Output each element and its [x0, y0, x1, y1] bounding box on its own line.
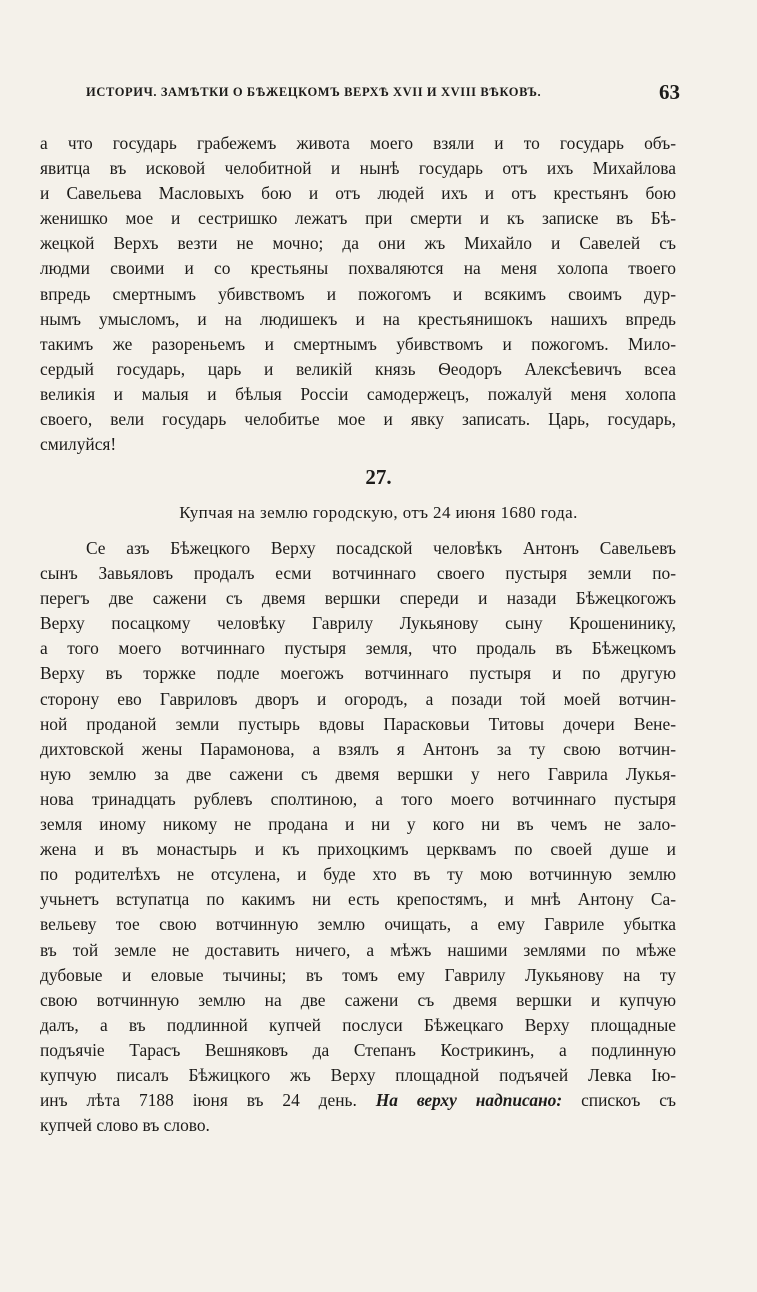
text-line: нова тринадцать рублевъ сполтиною, а того моего вотчиннаго пустыря [40, 788, 676, 809]
text-line: впредь смертнымъ убивствомъ и пожогомъ и всякимъ своимъ дур- [40, 283, 676, 304]
text-line: женишко мое и сестришко лежатъ при смерти и къ записке въ Бѣ- [40, 208, 676, 229]
line-text: инъ лѣта 7188 іюня въ 24 день. [40, 1090, 357, 1111]
text-line: Се азъ Бѣжецкого Верху посадской человѣкъ Антонъ Савельевъ [86, 538, 676, 558]
text-line: а того моего вотчиннаго пустыря земля, что продаль въ Бѣжецкомъ [40, 638, 676, 659]
text-line: и Савельева Масловыхъ бою и отъ людей ихъ и отъ крестьянъ бою [40, 183, 676, 204]
text-line: далъ, а въ подлинной купчей послуси Бѣжецкаго Верху площадные [40, 1014, 676, 1035]
text-line: нымъ умысломъ, и на людишекъ и на крестьянишокъ нашихъ впредь [40, 308, 676, 329]
text-line: жецкой Верхъ везти не мочно; да они жъ Михайло и Савелей съ [40, 233, 676, 254]
text-line: сердый государь, царь и великій князь Ѳеодоръ Алексѣевичъ всеа [40, 358, 676, 379]
text-line: смилуйся! [40, 434, 117, 455]
text-line: ной проданой земли пустырь вдовы Парасковьи Титовы дочери Вене- [40, 713, 676, 734]
text-line: явитца въ исковой челобитной и нынѣ государь отъ ихъ Михайлова [40, 158, 676, 179]
text-line: сторону ево Гавриловъ дворъ и огородъ, а позади той моей вотчин- [40, 688, 676, 709]
text-line: великія и малыя и бѣлыя Россіи самодержецъ, пожалуй меня холопа [40, 383, 676, 404]
text-line-mixed [40, 1088, 676, 1113]
document-heading: Купчая на землю городскую, отъ 24 июня 1680 года. [179, 503, 578, 522]
text-line: по родителѣхъ не отсулена, и буде хто въ ту мою вотчинную землю [40, 864, 676, 885]
text-line: земля иному никому не продана и ни у кого ни въ чемъ не зало- [40, 814, 676, 835]
text-line: а что государь грабежемъ живота моего взяли и то государь объ- [40, 133, 676, 153]
text-line: дубовые и еловые тычины; въ томъ ему Гаврилу Лукьянову на ту [40, 964, 676, 985]
text-line: Верху посацкому человѣку Гаврилу Лукьянову сыну Крошенинику, [40, 613, 676, 634]
text-line: дихтовской жены Парамонова, а взялъ я Антонъ за ту свою вотчин- [40, 738, 676, 759]
document-number: 27. [365, 465, 392, 489]
text-line: такимъ же разореньемъ и смертнымъ убивствомъ и пожогомъ. Мило- [40, 333, 676, 354]
text-line: перегъ две сажени съ двемя вершки спереди и назади Бѣжецкогожъ [40, 588, 676, 609]
text-line: купчую писалъ Бѣжицкого жъ Верху площадной подъячей Левка Ію- [40, 1064, 676, 1085]
running-title: ИСТОРИЧ. ЗАМѢТКИ О БѢЖЕЦКОМЪ ВЕРХѢ XVII И XVIII ВѢКОВЪ. [86, 85, 542, 99]
text-line: жена и въ монастырь и къ прихоцкимъ церквамъ по своей душе и [40, 839, 676, 860]
text-line: Верху въ торжке подле моегожъ вотчиннаго пустыря и по другую [40, 663, 676, 684]
text-line: купчей слово въ слово. [40, 1115, 210, 1136]
text-line: ную землю за две сажени съ двемя вершки у него Гаврила Лукья- [40, 763, 676, 784]
page-number: 63 [659, 80, 680, 104]
text-line: учьнетъ вступатца по какимъ ни есть крепостямъ, и мнѣ Антону Са- [40, 889, 676, 910]
petition-text-continued [40, 131, 676, 457]
text-line: людми своими и со крестьяны похваляются на меня холопа твоего [40, 258, 676, 279]
text-line: свою вотчинную землю на две сажени съ двемя вершки и купчую [40, 989, 676, 1010]
text-line: вельеву тое свою вотчинную землю очищать, а ему Гавриле убытка [40, 914, 676, 935]
italic-note: На верху надписано: [375, 1090, 563, 1111]
text-line: своего, вели государь челобитье мое и явку записать. Царь, государь, [40, 409, 676, 430]
line-text: спискоъ съ [581, 1090, 676, 1111]
text-line: сынъ Завьяловъ продалъ есми вотчиннаго своего пустыря земли по- [40, 563, 676, 584]
deed-text [40, 536, 676, 1138]
text-line: въ той земле не доставить ничего, а мѣжъ нашими землями по мѣже [40, 939, 676, 960]
text-line: подъячіе Тарасъ Вешняковъ да Степанъ Кострикинъ, а подлинную [40, 1039, 676, 1060]
running-header [86, 82, 680, 106]
